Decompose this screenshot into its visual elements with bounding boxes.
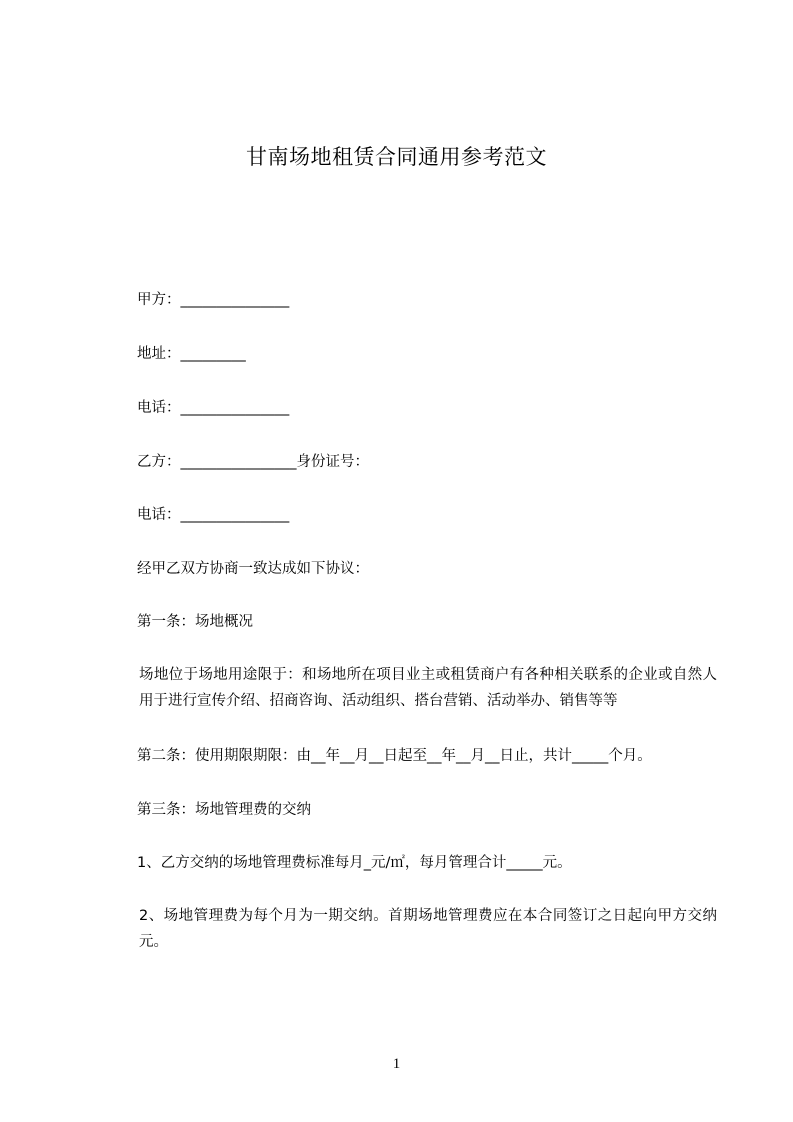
article3-item2: 2、场地管理费为每个月为一期交纳。首期场地管理费应在本合同签订之日起向甲方交纳元。 — [139, 908, 717, 950]
phone-b-line: 电话：_______________ — [137, 507, 290, 523]
page-number: 1 — [392, 1056, 401, 1072]
article3-item1: 1、乙方交纳的场地管理费标准每月_元/㎡，每月管理合计_____元。 — [137, 855, 572, 871]
article3-heading: 第三条：场地管理费的交纳 — [137, 802, 311, 818]
address-line: 地址：_________ — [137, 346, 246, 362]
article1-heading: 第一条：场地概况 — [137, 614, 253, 630]
agreement-intro: 经甲乙双方协商一致达成如下协议： — [137, 561, 369, 577]
party-a-line: 甲方：_______________ — [137, 292, 290, 308]
document-title: 甘南场地租赁合同通用参考范文 — [246, 145, 547, 169]
phone-a-line: 电话：_______________ — [137, 400, 290, 416]
article2-line: 第二条：使用期限期限：由__年__月__日起至__年__月__日止，共计_____个月。 — [137, 748, 652, 764]
article1-body: 场地位于场地用途限于：和场地所在项目业主或租赁商户有各种相关联系的企业或自然人用于进行宣传介绍、招商咨询、活动组织、搭台营销、活动举办、销售等等 — [139, 667, 717, 709]
party-b-line: 乙方：________________身份证号： — [137, 454, 369, 470]
